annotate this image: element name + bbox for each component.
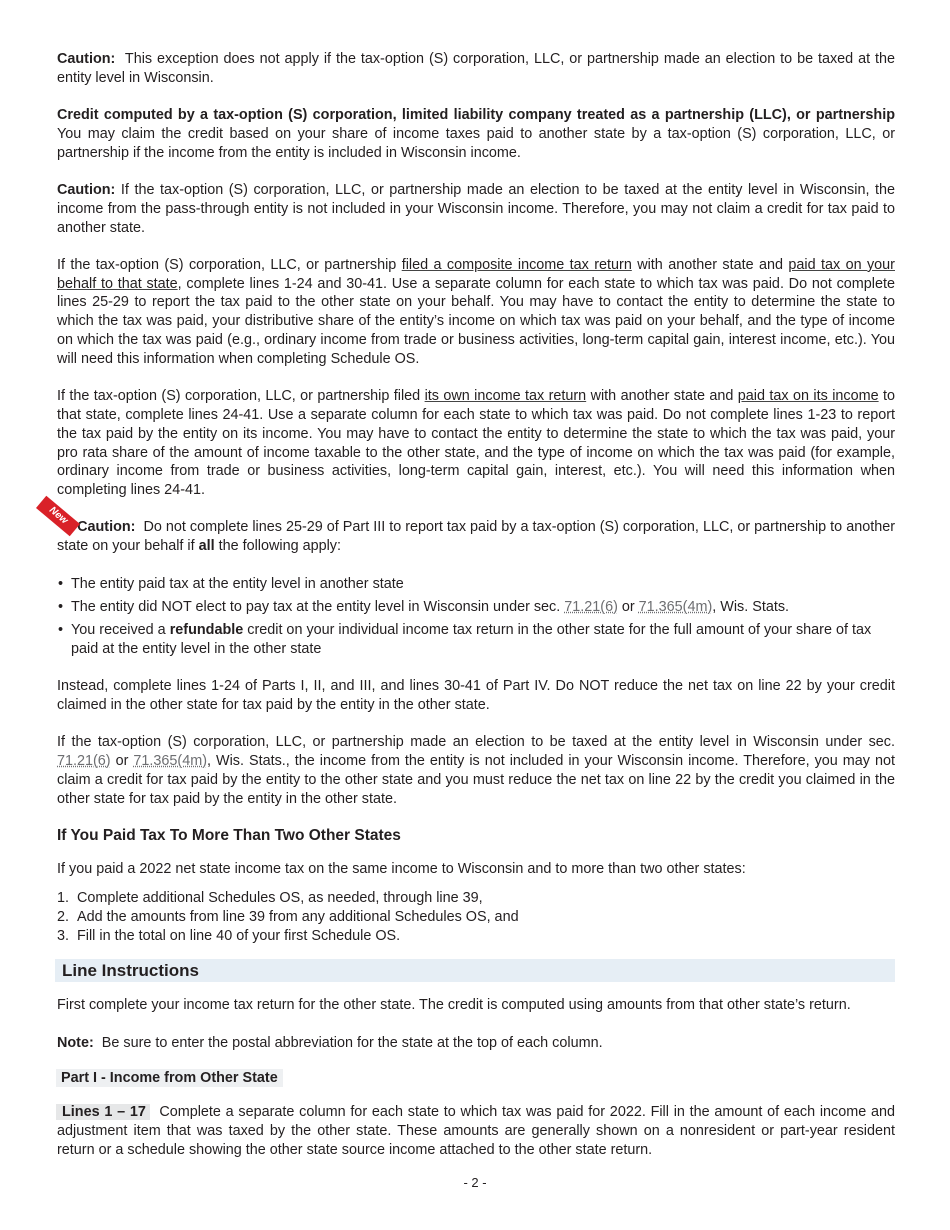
caution-label: Caution: — [57, 181, 116, 198]
paid-on-behalf-underline: paid tax on your behalf to that state — [57, 256, 895, 292]
statute-link-71-21-6[interactable]: 71.21(6) — [57, 753, 111, 770]
note-label: Note: — [57, 1034, 94, 1051]
election-paragraph: If the tax-option (S) corporation, LLC, or partnership made an election to be taxed at the entity level in Wisconsin under sec. 71.21(6) or 71.365(4m), Wis. Stats., the income from the entity is not included in your Wisconsin income. Therefore, you may not claim a credit for tax paid by the entity to the other state and you must reduce the net tax on line 22 by the credit you claimed in the other state for tax paid by the entity in the other state. — [57, 734, 895, 807]
document-page — [46, 50, 896, 1160]
page-number: - 2 - — [463, 1175, 487, 1190]
conditions-list — [57, 575, 895, 659]
list-item: • You received a refundable credit on your individual income tax return in the other state for the full amount of your share of tax paid at the entity level in the other state — [57, 621, 895, 659]
caution-label: Caution: — [77, 519, 136, 536]
statute-link-71-365-4m[interactable]: 71.365(4m) — [133, 753, 207, 770]
more-states-intro: If you paid a 2022 net state income tax on the same income to Wisconsin and to more than two other states: — [57, 861, 746, 878]
new-badge-icon: New — [36, 496, 80, 537]
caution-entity-election: Caution: This exception does not apply if the tax-option (S) corporation, LLC, or partnership made an election to be taxed at the entity level in Wisconsin. — [57, 51, 895, 86]
paid-on-income-underline: paid tax on its income — [737, 388, 879, 405]
list-item: 3. Fill in the total on line 40 of your first Schedule OS. — [57, 927, 401, 944]
line-instructions-heading: Line Instructions — [55, 959, 895, 982]
composite-return-paragraph: If the tax-option (S) corporation, LLC, or partnership filed a composite income tax return with another state and paid tax on your behalf to that state, complete lines 1-24 and 30-41. Use a separate column for each state to which tax was paid. Do not complete lines 25-29 to report the tax paid to the other state on your behalf. You may have to contact the entity to determine the state to which the tax was paid, your distributive share of the entity’s income on which tax was paid on your behalf, and the type of income on which the tax was paid (e.g., ordinary income from trade or business activities, long-term capital gain, interest income, etc.). You will need this information when completing Schedule OS. — [57, 256, 895, 367]
statute-link-71-365-4m[interactable]: 71.365(4m) — [638, 598, 713, 615]
list-item: 1. Complete additional Schedules OS, as needed, through line 39, — [57, 890, 483, 907]
statute-link-71-21-6[interactable]: 71.21(6) — [564, 598, 618, 615]
list-item: • The entity paid tax at the entity level in another state — [57, 575, 895, 594]
own-return-paragraph: If the tax-option (S) corporation, LLC, or partnership filed its own income tax return with another state and paid tax on its income to that state, complete lines 24-41. Use a separate column for each state to which tax was paid. Do not complete lines 1-23 to report the tax paid by the entity on its income. You may have to contact the entity to determine the state to which the tax was paid, your pro rata share of the amount of income taxable to the other state, and the type of income on which the tax was paid (for example, ordinary income from trade or business activities, long-term capital gain, interest, etc.). You will need this information when completing lines 24-41. — [57, 388, 896, 499]
lines-1-17-paragraph: Lines 1 – 17 Complete a separate column for each state to which tax was paid for 2022. Fill in the amount of each income and adjustment item that was taxed by the other state. These amounts are generally shown on a nonresident or part-year resident return or a schedule showing the other state source income attached to the other state return. — [57, 1104, 895, 1158]
part-1-heading: Part I - Income from Other State — [56, 1069, 283, 1088]
instead-paragraph: Instead, complete lines 1-24 of Parts I, II, and III, and lines 30-41 of Part IV. Do NOT reduce the net tax on line 22 by your credit claimed in the other state for tax paid by the entity in the other state. — [57, 678, 895, 714]
credit-computed-paragraph: Credit computed by a tax-option (S) corporation, limited liability company treated as a partnership (LLC), or partnership You may claim the credit based on your share of income taxes paid to another state by a tax-option (S) corporation, LLC, or partnership if the income from the entity is included in Wisconsin income. — [57, 107, 895, 161]
lines-1-17-label: Lines 1 – 17 — [56, 1104, 150, 1120]
first-complete-paragraph: First complete your income tax return for the other state. The credit is computed using amounts from that other state’s return. — [57, 997, 851, 1014]
caution-refundable-block — [46, 505, 896, 556]
credit-computed-heading: Credit computed by a tax-option (S) corporation, limited liability company treated as a partnership (LLC), or partnership — [57, 107, 895, 124]
note-paragraph: Note: Be sure to enter the postal abbreviation for the state at the top of each column. — [57, 1034, 603, 1051]
caution-label: Caution: — [57, 51, 116, 67]
list-item: 2. Add the amounts from line 39 from any additional Schedules OS, and — [57, 908, 519, 925]
composite-return-underline: filed a composite income tax return — [401, 256, 632, 273]
caution-pass-through: Caution: If the tax-option (S) corporation, LLC, or partnership made an election to be taxed at the entity level in Wisconsin, the income from the pass-through entity is not included in your Wisconsin income. Therefore, you may not claim a credit for tax paid to another state. — [57, 181, 895, 236]
list-item: • The entity did NOT elect to pay tax at the entity level in Wisconsin under sec. 71.21(6) or 71.365(4m), Wis. Stats. — [57, 598, 895, 617]
more-states-heading: If You Paid Tax To More Than Two Other States — [57, 826, 401, 844]
caution-refundable-paragraph: Caution: Do not complete lines 25-29 of Part III to report tax paid by a tax-option (S) corporation, LLC, or partnership to another state on your behalf if all the following apply: — [57, 519, 896, 555]
own-return-underline: its own income tax return — [424, 388, 587, 405]
more-states-steps — [57, 889, 895, 945]
